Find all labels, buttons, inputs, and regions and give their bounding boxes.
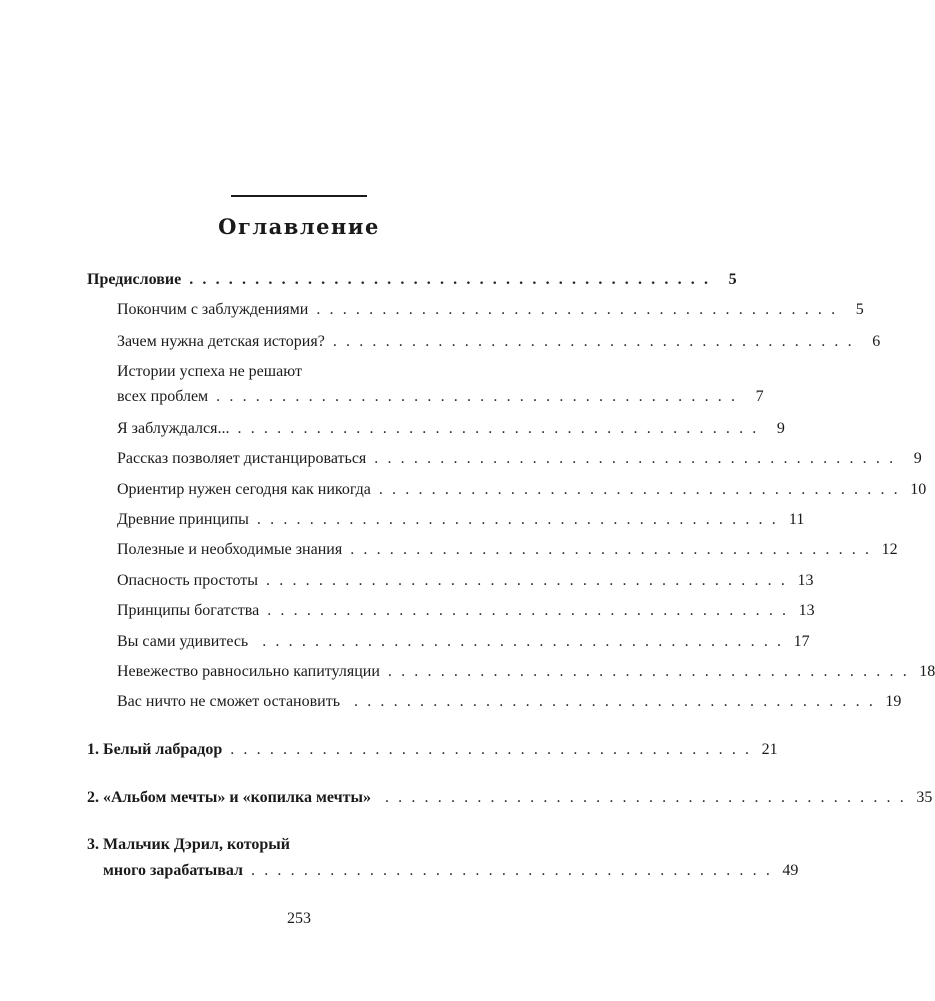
toc-entry-title: Полезные и необходимые знания bbox=[117, 541, 343, 558]
toc-leader-dots: . . . . . . . . . . . . . . . . . . . . . . . . . . . . . . . . . . . . . . . . bbox=[251, 862, 773, 879]
toc-row bbox=[117, 571, 814, 591]
toc-entry-title: Опасность простоты bbox=[117, 572, 259, 589]
toc-entry-page: 9 bbox=[776, 420, 785, 437]
toc-row bbox=[117, 480, 927, 500]
toc-leader-dots: . . . . . . . . . . . . . . . . . . . . . . . . . . . . . . . . . . . . . . . . bbox=[237, 420, 759, 437]
title-rule bbox=[231, 195, 367, 197]
toc-row bbox=[87, 740, 778, 760]
toc-entry-title: Вы сами удивитесь bbox=[117, 633, 249, 650]
toc-leader-dots: . . . . . . . . . . . . . . . . . . . . . . . . . . . . . . . . . . . . . . . . bbox=[266, 572, 788, 589]
toc-entry-title: всех проблем bbox=[117, 388, 209, 405]
toc-row bbox=[117, 540, 898, 560]
toc-entry-page: 10 bbox=[910, 481, 927, 498]
toc-entry-title: Ориентир нужен сегодня как никогда bbox=[117, 481, 371, 498]
toc-entry-page: 13 bbox=[798, 602, 815, 619]
toc-entry-page: 49 bbox=[782, 862, 799, 879]
toc-entry-page: 21 bbox=[761, 741, 778, 758]
toc-entry-page: 19 bbox=[885, 693, 902, 710]
toc-row bbox=[117, 332, 881, 352]
toc-entry-title-line1: 3. Мальчик Дэрил, который bbox=[87, 836, 290, 853]
toc-leader-dots: . . . . . . . . . . . . . . . . . . . . . . . . . . . . . . . . . . . . . . . . bbox=[378, 481, 901, 498]
toc-leader-dots: . . . . . . . . . . . . . . . . . . . . . . . . . . . . . . . . . . . . . . . . bbox=[332, 333, 855, 350]
toc-entry-title: Предисловие bbox=[87, 271, 182, 288]
toc-entry-title: много зарабатывал bbox=[103, 862, 244, 879]
toc-row bbox=[117, 510, 805, 530]
toc-entry-page: 18 bbox=[919, 663, 935, 680]
toc-leader-dots: . . . . . . . . . . . . . . . . . . . . . . . . . . . . . . . . . . . . . . . . bbox=[230, 741, 752, 758]
toc-row bbox=[117, 419, 785, 439]
toc-leader-dots: . . . . . . . . . . . . . . . . . . . . . . . . . . . . . . . . . . . . . . . . bbox=[316, 301, 838, 318]
toc-leader-dots: . . . . . . . . . . . . . . . . . . . . . . . . . . . . . . . . . . . . . . . . bbox=[262, 633, 784, 650]
toc-entry-title: Покончим с заблуждениями bbox=[117, 301, 309, 318]
toc-entry-page: 5 bbox=[728, 271, 737, 288]
toc-leader-dots: . . . . . . . . . . . . . . . . . . . . . . . . . . . . . . . . . . . . . . . . bbox=[267, 602, 789, 619]
toc-row bbox=[117, 632, 810, 652]
toc-row bbox=[117, 692, 902, 712]
toc-entry-title: Древние принципы bbox=[117, 511, 249, 528]
toc-leader-dots: . . . . . . . . . . . . . . . . . . . . . . . . . . . . . . . . . . . . . . . . bbox=[384, 789, 907, 806]
toc-entry-title: Вас ничто не сможет остановить bbox=[117, 693, 341, 710]
toc-entry-page: 5 bbox=[855, 301, 864, 318]
toc-leader-dots: . . . . . . . . . . . . . . . . . . . . . . . . . . . . . . . . . . . . . . . . bbox=[387, 663, 910, 680]
toc-leader-dots: . . . . . . . . . . . . . . . . . . . . . . . . . . . . . . . . . . . . . . . . bbox=[354, 693, 876, 710]
toc-leader-dots: . . . . . . . . . . . . . . . . . . . . . . . . . . . . . . . . . . . . . . . . bbox=[216, 388, 738, 405]
toc-entry-page: 7 bbox=[755, 388, 764, 405]
toc-entry-title: Рассказ позволяет дистанцироваться bbox=[117, 450, 367, 467]
toc-entry-title: Невежество равносильно капитуляции bbox=[117, 663, 380, 680]
toc-entry-title: 1. Белый лабрадор bbox=[87, 741, 223, 758]
toc-entry-title: Я заблуждался... bbox=[117, 420, 230, 437]
toc-row bbox=[103, 861, 799, 881]
toc-entry-page: 12 bbox=[881, 541, 898, 558]
toc-row bbox=[117, 601, 815, 621]
toc-entry-page: 11 bbox=[788, 511, 805, 528]
toc-row bbox=[117, 449, 922, 469]
toc-row bbox=[87, 270, 737, 290]
page-title: Оглавление bbox=[218, 214, 380, 239]
toc-entry-title: Зачем нужна детская история? bbox=[117, 333, 325, 350]
toc-entry-title-line1: Истории успеха не решают bbox=[117, 363, 302, 380]
toc-entry-page: 9 bbox=[913, 450, 922, 467]
toc-row bbox=[117, 300, 864, 320]
toc-row bbox=[87, 788, 933, 808]
toc-row bbox=[117, 387, 764, 407]
toc-leader-dots: . . . . . . . . . . . . . . . . . . . . . . . . . . . . . . . . . . . . . . . . bbox=[374, 450, 896, 467]
toc-entry-page: 17 bbox=[793, 633, 810, 650]
toc-leader-dots: . . . . . . . . . . . . . . . . . . . . . . . . . . . . . . . . . . . . . . . . bbox=[256, 511, 779, 528]
toc-entry-title: Принципы богатства bbox=[117, 602, 260, 619]
toc-leader-dots: . . . . . . . . . . . . . . . . . . . . . . . . . . . . . . . . . . . . . . . . bbox=[350, 541, 872, 558]
toc-leader-dots: . . . . . . . . . . . . . . . . . . . . . . . . . . . . . . . . . . . . . . . . bbox=[189, 271, 711, 288]
toc-entry-page: 13 bbox=[797, 572, 814, 589]
toc-row bbox=[117, 662, 935, 682]
toc-entry-title: 2. «Альбом мечты» и «копилка мечты» bbox=[87, 789, 371, 806]
toc-entry-page: 35 bbox=[916, 789, 933, 806]
toc-entry-page: 6 bbox=[872, 333, 881, 350]
page-number: 253 bbox=[287, 910, 311, 927]
